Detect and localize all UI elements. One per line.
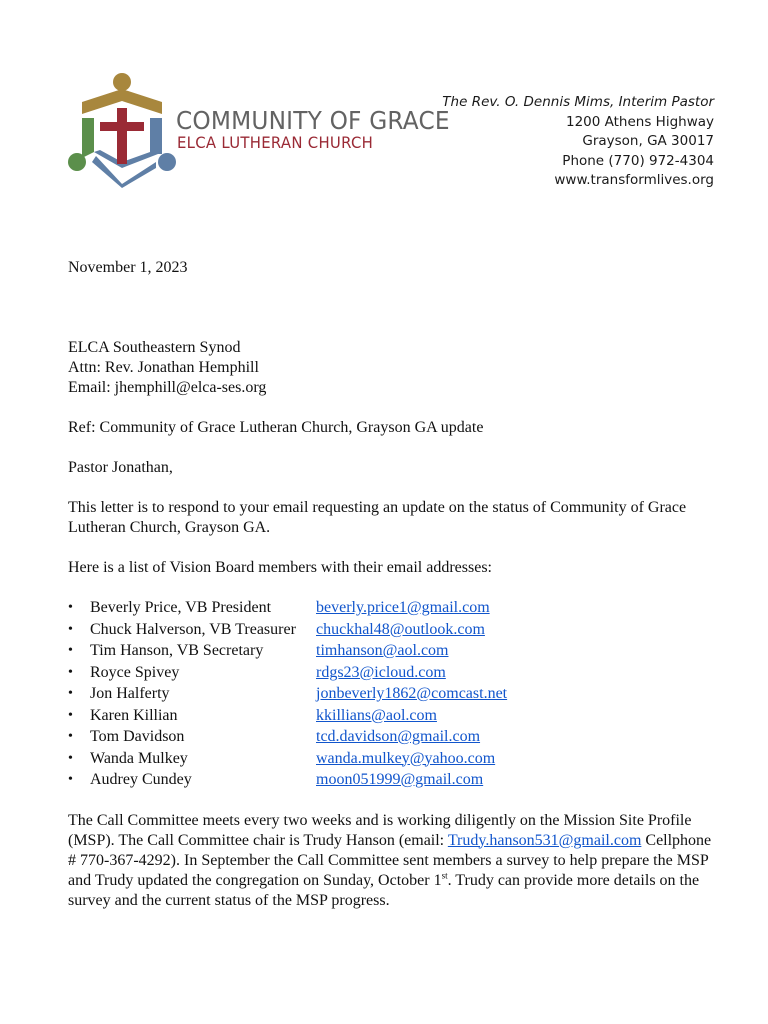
letter-body bbox=[68, 258, 718, 911]
list-item bbox=[90, 597, 718, 619]
chair-email-link[interactable]: Trudy.hanson531@gmail.com bbox=[447, 831, 642, 849]
logo-left-arm bbox=[82, 118, 94, 158]
committee-text-3: . Trudy can provide more details on the survey and the current status of the MSP progress. bbox=[68, 871, 700, 909]
salutation: Pastor Jonathan, bbox=[68, 459, 173, 476]
list-item bbox=[90, 683, 718, 705]
logo-left-circle bbox=[68, 153, 86, 171]
member-email-link[interactable]: beverly.price1@gmail.com bbox=[316, 599, 490, 616]
member-email-link[interactable]: tcd.davidson@gmail.com bbox=[316, 728, 481, 745]
member-email-link[interactable]: wanda.mulkey@yahoo.com bbox=[316, 749, 496, 767]
reference-line: Ref: Community of Grace Lutheran Church, Grayson GA update bbox=[68, 419, 484, 436]
recipient-line: Email: jhemphill@elca-ses.org bbox=[68, 379, 267, 396]
committee-text-2: Cellphone # 770-367-4292). In September the Call Committee sent members a survey to help prepare the MSP and Trudy updated the congregation on Sunday, October 1 bbox=[68, 831, 712, 889]
address-line-1: 1200 Athens Highway bbox=[565, 113, 714, 130]
member-email-link[interactable]: timhanson@aol.com bbox=[316, 642, 449, 659]
member-name: Royce Spivey bbox=[90, 663, 180, 681]
list-item bbox=[90, 619, 718, 641]
church-logo bbox=[66, 72, 178, 188]
member-name: Tim Hanson, VB Secretary bbox=[90, 642, 264, 659]
committee-text-1: The Call Committee meets every two weeks and is working diligently on the Mission Site Profile (MSP). The Call Committee chair is Trudy Hanson (email: bbox=[68, 811, 692, 849]
member-name: Chuck Halverson, VB Treasurer bbox=[90, 620, 296, 638]
recipient-line: ELCA Southeastern Synod bbox=[68, 339, 241, 356]
recipient-line: Attn: Rev. Jonathan Hemphill bbox=[68, 359, 259, 376]
intro-paragraph: This letter is to respond to your email requesting an update on the status of Community of Grace Lutheran Church, Grayson GA. bbox=[68, 499, 687, 536]
list-item bbox=[90, 769, 718, 791]
member-email-link[interactable]: kkillians@aol.com bbox=[316, 706, 437, 724]
org-subtitle: ELCA LUTHERAN CHURCH bbox=[177, 133, 374, 152]
logo-right-circle bbox=[158, 153, 176, 171]
member-name: Karen Killian bbox=[90, 706, 178, 724]
ordinal-suffix: st bbox=[441, 870, 448, 881]
logo-top-circle bbox=[113, 73, 131, 91]
logo-right-arm bbox=[150, 118, 162, 154]
pastor-name: The Rev. O. Dennis Mims, Interim Pastor bbox=[442, 94, 714, 110]
org-name: COMMUNITY OF GRACE bbox=[176, 106, 450, 135]
logo-cross-vertical bbox=[117, 108, 127, 164]
member-name: Jon Halferty bbox=[90, 685, 170, 702]
list-item bbox=[90, 705, 718, 727]
contact-block bbox=[442, 93, 714, 191]
member-email-link[interactable]: jonbeverly1862@comcast.net bbox=[316, 685, 508, 702]
address-line-2: Grayson, GA 30017 bbox=[582, 133, 714, 149]
website: www.transformlives.org bbox=[554, 172, 714, 188]
list-item bbox=[90, 748, 718, 770]
member-email-link[interactable]: moon051999@gmail.com bbox=[316, 771, 484, 788]
list-item bbox=[90, 640, 718, 662]
member-name: Tom Davidson bbox=[90, 728, 185, 745]
list-intro: Here is a list of Vision Board members with their email addresses: bbox=[68, 559, 492, 576]
list-item bbox=[90, 726, 718, 748]
member-email-link[interactable]: chuckhal48@outlook.com bbox=[316, 620, 485, 638]
member-name: Wanda Mulkey bbox=[90, 749, 188, 767]
vision-board-list bbox=[68, 597, 718, 791]
committee-paragraph bbox=[68, 811, 718, 911]
member-name: Beverly Price, VB President bbox=[90, 599, 272, 616]
letter-date: November 1, 2023 bbox=[68, 259, 188, 276]
member-name: Audrey Cundey bbox=[90, 771, 192, 788]
list-item bbox=[90, 662, 718, 684]
recipient-block bbox=[68, 338, 718, 398]
phone: Phone (770) 972-4304 bbox=[562, 152, 714, 169]
member-email-link[interactable]: rdgs23@icloud.com bbox=[316, 663, 446, 681]
logo-cross-horizontal bbox=[100, 122, 144, 131]
